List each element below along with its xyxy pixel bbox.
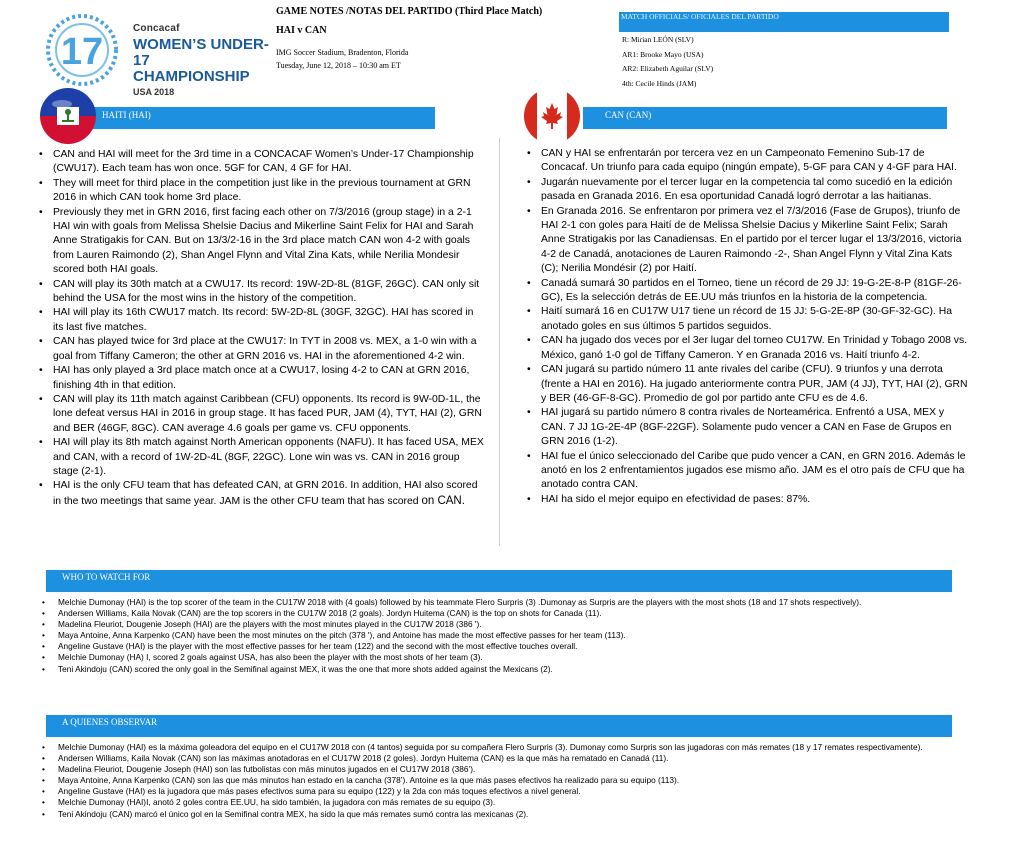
list-item: • Maya Antoine, Anna Karpenko (CAN) have been the most minutes on the pitch (378 '), and Antoine has made the most effective passes for her team (113). [40, 630, 970, 641]
matchup: HAI v CAN [276, 25, 327, 36]
game-header [276, 6, 606, 70]
column-divider [499, 138, 500, 546]
official-ar1: AR1: Brooke Mayo (USA) [622, 49, 704, 59]
list-item: • HAI will play its 16th CWU17 match. Its record: 5W-2D-8L (30GF, 32GC). HAI has scored in its last five matches. [38, 306, 486, 335]
page-title: GAME NOTES /NOTAS DEL PARTIDO (Third Place Match) [276, 6, 543, 17]
list-item: • They will meet for third place in the competition just like in the previous tournament at GRN 2016 in which CAN took home 3rd place. [38, 177, 486, 206]
list-item: • HAI jugará su partido número 8 contra rivales de Norteamérica. Enfrentó a USA, MEX y CAN. 7 JJ 1G-2E-4P (8GF-22GF). Solamente pudo vencer a CAN en Fase de Grupos en GRN 2016 (1-2). [526, 406, 970, 449]
list-item: • Melchie Dumonay (HAI)I, anotó 2 goles contra EE.UU, ha sido también, la jugadora con más remates de su equipo (3). [40, 797, 970, 808]
a-quienes-observar-title: A QUIENES OBSERVAR [62, 717, 158, 727]
officials-title: MATCH OFFICIALS/ OFICIALES DEL PARTIDO [621, 12, 779, 21]
list-item: • Madelina Fleuriot, Dougenie Joseph (HAI) son las futbolistas con más minutos jugados en el CU17W 2018 (386’). [40, 764, 970, 775]
list-item: • HAI ha sido el mejor equipo en efectividad de pases: 87%. [526, 493, 970, 507]
logo-title-line1: WOMEN’S UNDER-17 [133, 36, 269, 69]
officials-header-bar [619, 12, 949, 32]
list-item: • CAN will play its 11th match against Caribbean (CFU) opponents. Its record is 9W-0D-1L, the lone defeat versus HAI in 2016 in group stage. It has faced PUR, JAM (4), TYT, HAI (2), GRN and BER (46GF, 8GC). CAN average 4.6 goals per game vs. CFU opponents. [38, 393, 486, 436]
canada-flag-icon [524, 88, 580, 144]
tournament-logo [40, 10, 270, 97]
list-item: • Teni Akindoju (CAN) scored the only goal in the Semifinal against MEX, it was the one that more shots added against the Mexicans (2). [40, 664, 970, 675]
list-item: • CAN ha jugado dos veces por el 3er lugar del torneo CU17W. En Trinidad y Tobago 2008 vs. México, ganó 1-0 gol de Tiffany Cameron. Y en Granada 2016 vs. Haití triunfo 4-2. [526, 334, 970, 363]
list-item: • CAN and HAI will meet for the 3rd time in a CONCACAF Women’s Under-17 Championship (CWU17). Each team has won once. 5GF for CAN, 4 GF for HAI. [38, 148, 486, 177]
list-item: • Angeline Gustave (HAI) is the player with the most effective passes for her team (122) and the second with the most effective touches overall. [40, 641, 970, 652]
list-item: • Andersen Williams, Kaila Novak (CAN) son las máximas anotadoras en el CU17W 2018 (2 goles). Jordyn Huitema (CAN) es la que más ha rematado en Canadá (11). [40, 753, 970, 764]
list-item: • Madelina Fleuriot, Dougenie Joseph (HAI) are the players with the most minutes played in the CU17W 2018 (386 '). [40, 619, 970, 630]
a-quienes-observar-list [40, 742, 970, 820]
canada-header-bar [583, 107, 947, 129]
list-item: • Melchie Dumonay (HAI) is the top scorer of the team in the CU17W 2018 with (4 goals) followed by his teammate Flero Surpris (3) .Dumonay as Surpris are the players with the most shots (18 and 17 shots respectively). [40, 597, 970, 608]
list-item: • HAI fue el único seleccionado del Caribe que pudo vencer a CAN, en GRN 2016. Además le anotó en los 2 enfrentamientos jugados ese mismo año. JAM es el otro país de CFU que ha anotado contra CAN. [526, 450, 970, 493]
who-to-watch-list [40, 597, 970, 675]
list-item: • HAI is the only CFU team that has defeated CAN, at GRN 2016. In addition, HAI also scored in the two meetings that same year. JAM is the other CFU team that has scored on CAN. [38, 479, 486, 509]
official-fourth: 4th: Cecile Hinds (JAM) [622, 78, 697, 88]
official-referee: R: Mirian LEÓN (SLV) [622, 35, 694, 44]
list-item: • Canadá sumará 30 partidos en el Torneo, tiene un récord de 29 JJ: 19-G-2E-8-P (81GF-26-GC), Es la selección detrás de EE.UU más triunfos en la historia de la competencia. [526, 277, 970, 306]
logo-number: 17 [60, 31, 104, 73]
list-item: • CAN has played twice for 3rd place at the CWU17: In TYT in 2008 vs. MEX, a 1-0 win with a goal from Tiffany Cameron; the other at GRN 2016 vs. HAI in the aforementioned 4-2 win. [38, 335, 486, 364]
list-item: • Melchie Dumonay (HAI) es la máxima goleadora del equipo en el CU17W 2018 con (4 tantos) seguida por su compañera Flero Surpris (3). Dumonay como Surpris son las jugadoras con más remates (18 y 17 remates respectivamente). [40, 742, 970, 753]
logo-emblem-icon [40, 10, 128, 90]
haiti-label: HAITI (HAI) [102, 110, 151, 120]
logo-title-line2: CHAMPIONSHIP [133, 68, 250, 85]
officials-list [622, 33, 713, 91]
logo-org: Concacaf [133, 23, 180, 34]
a-quienes-observar-bar [46, 715, 952, 737]
list-item: • HAI will play its 8th match against North American opponents (NAFU). It has faced USA, MEX and CAN, with a record of 1W-2D-4L (8GF, 22GC). Lone win was vs. CAN in 2016 group stage (2-1). [38, 436, 486, 479]
list-item: • CAN will play its 30th match at a CWU17. Its record: 19W-2D-8L (81GF, 26GC). CAN only sit behind the USA for the most wins in the history of the competition. [38, 278, 486, 307]
list-item: • En Granada 2016. Se enfrentaron por primera vez el 7/3/2016 (Fase de Grupos), triunfo de HAI 2-1 con goles para Haití de de Melissa Shelsie Dacius y Mikerline Saint Felix; Sarah Anne Stratigakis por las Canadiensas. En el partido por el tercer lugar el 13/3/2016, victoria 4-2 de Canadá, anotaciones de Lauren Raimondo -2-, Shan Angel Flynn y Vital Zina Kats (C); Nerilia Mondésir (2) por Haití. [526, 205, 970, 277]
spanish-notes [526, 147, 970, 507]
list-item: • CAN jugará su partido número 11 ante rivales del caribe (CFU). 9 triunfos y una derrota (frente a HAI en 2016). Ha jugado anteriormente contra PUR, JAM (4 JJ), TYT, HAI (2), GRN y BER (46-GF-8-GC). Promedio de gol por partido ante CFU es de 4.6. [526, 363, 970, 406]
list-item: • Previously they met in GRN 2016, first facing each other on 7/3/2016 (group stage) in a 2-1 HAI win with goals from Melissa Shelsie Dacius and Mikerline Saint Felix for HAI and Sarah Anne Stratigakis for CAN. But on 13/3/2-16 in the 3rd place match CAN won 4-2 with goals from Lauren Raimondo (2), Shan Angel Flynn and Vital Zina Kats, while Nerilia Mondesir scored both HAI goals. [38, 206, 486, 278]
official-ar2: AR2: Elizabeth Aguilar (SLV) [622, 64, 714, 73]
list-item: • CAN y HAI se enfrentarán por tercera vez en un Campeonato Femenino Sub-17 de Concacaf. Un triunfo para cada equipo (ningún empate), 5-GF para CAN y 4-GF para HAI. [526, 147, 970, 176]
canada-label: CAN (CAN) [605, 110, 652, 120]
haiti-flag-icon [40, 88, 96, 144]
list-item: • Angeline Gustave (HAI) es la jugadora que más pases efectivos suma para su equipo (122) y la 2da con más toques efectivos a nivel general. [40, 786, 970, 797]
venue: IMG Soccer Stadium, Bradenton, Florida [276, 48, 409, 57]
english-notes [38, 148, 486, 509]
who-to-watch-bar [46, 570, 952, 592]
match-date: Tuesday, June 12, 2018 – 10:30 am ET [276, 61, 401, 70]
list-item: • Melchie Dumonay (HA) I, scored 2 goals against USA, has also been the player with the most shots of her team (3). [40, 652, 970, 663]
list-item: • Maya Antoine, Anna Karpenko (CAN) son las que más minutos han estado en la cancha (378’). Antoine es la que más pases efectivos ha realizado para su equipo (113). [40, 775, 970, 786]
logo-year: USA 2018 [133, 87, 175, 97]
list-item: • HAI has only played a 3rd place match once at a CWU17, losing 4-2 to CAN at GRN 2016, finishing 4th in that edition. [38, 364, 486, 393]
haiti-header-bar [92, 107, 435, 129]
list-item: • Haití sumará 16 en CU17W U17 tiene un récord de 15 JJ: 5-G-2E-8P (30-GF-32-GC). Ha anotado goles en sus últimos 5 partidos seguidos. [526, 305, 970, 334]
who-to-watch-title: WHO TO WATCH FOR [62, 572, 151, 582]
list-item: • Teni Akindoju (CAN) marcó el único gol en la Semifinal contra MEX, ha sido la que más remates sumó contra las mexicanas (2). [40, 809, 970, 820]
list-item: • Andersen Williams, Kaila Novak (CAN) are the top scorers in the CU17W 2018 (2 goals). Jordyn Huitema (CAN) is the top on shots for Canada (11). [40, 608, 970, 619]
list-item: • Jugarán nuevamente por el tercer lugar en la competencia tal como sucedió en la edición pasada en Granada 2016. En esa oportunidad Canadá logró derrotar a las haitianas. [526, 176, 970, 205]
